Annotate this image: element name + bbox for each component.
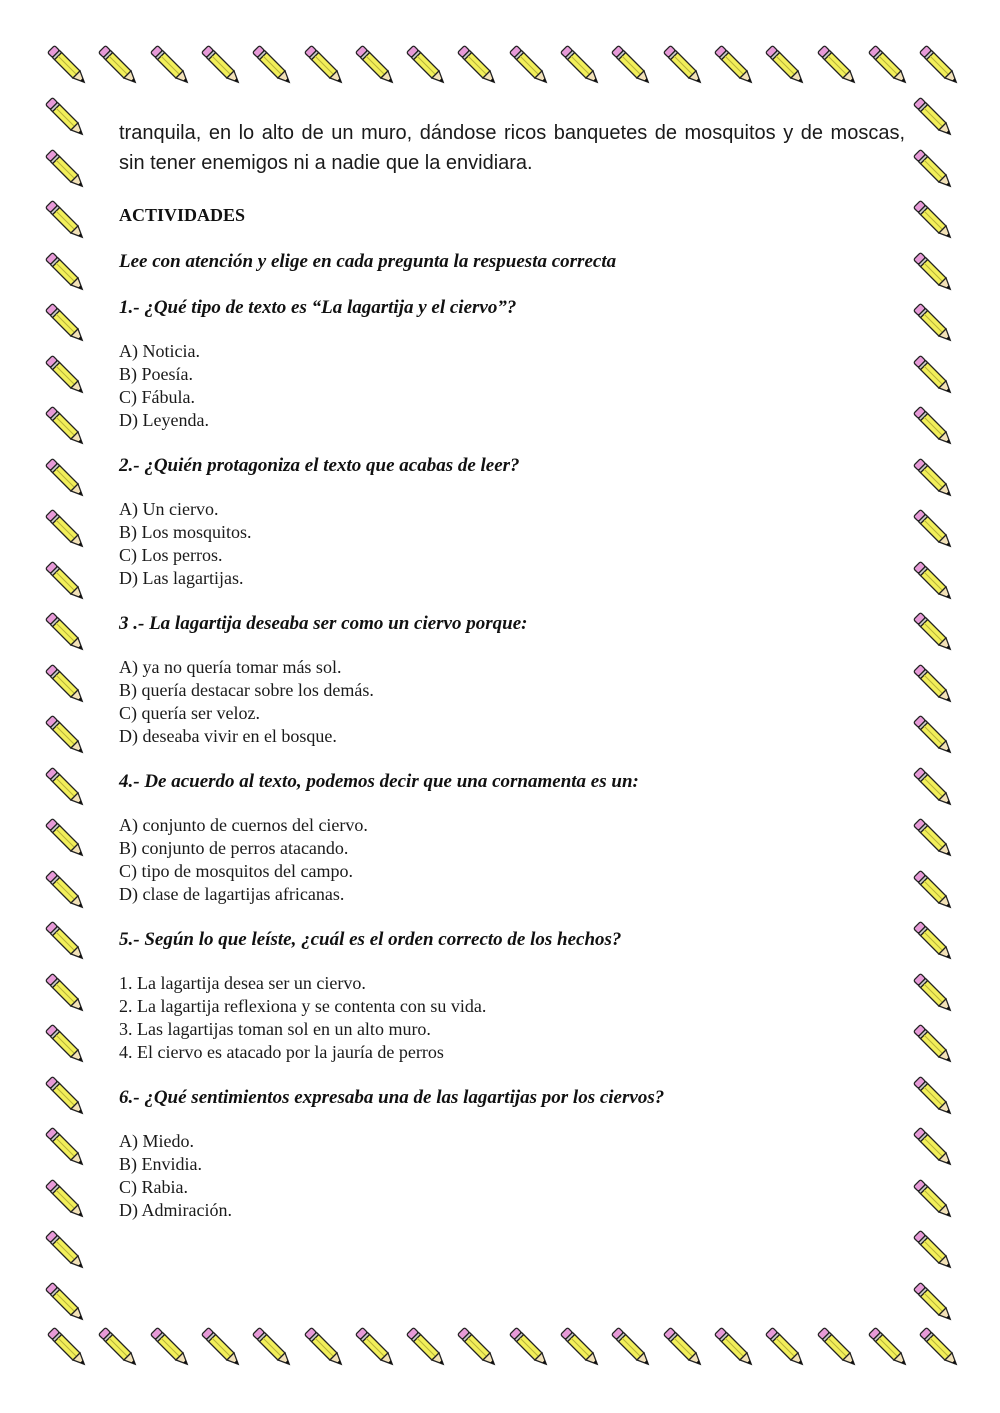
pencil-icon bbox=[908, 401, 960, 453]
answer-option: A) Miedo. bbox=[119, 1131, 194, 1151]
pencil-icon bbox=[40, 813, 92, 865]
pencil-icon bbox=[908, 247, 960, 299]
pencil-icon bbox=[350, 1322, 402, 1374]
section-title: ACTIVIDADES bbox=[119, 205, 246, 225]
pencil-icon bbox=[863, 1322, 915, 1374]
pencil-icon bbox=[555, 1322, 607, 1374]
answer-option: B) quería destacar sobre los demás. bbox=[119, 680, 374, 700]
pencil-icon bbox=[42, 1322, 94, 1374]
pencil-icon bbox=[196, 1322, 248, 1374]
pencil-icon bbox=[658, 1322, 710, 1374]
question-2 bbox=[119, 454, 905, 590]
pencil-icon bbox=[40, 92, 92, 144]
pencil-icon bbox=[709, 40, 761, 92]
pencil-icon bbox=[908, 916, 960, 968]
pencil-icon bbox=[40, 453, 92, 505]
answer-option: B) Poesía. bbox=[119, 364, 193, 384]
answer-option: B) conjunto de perros atacando. bbox=[119, 838, 349, 858]
pencil-icon bbox=[908, 865, 960, 917]
pencil-icon bbox=[145, 1322, 197, 1374]
pencil-icon bbox=[40, 1174, 92, 1226]
question-text: 4.- De acuerdo al texto, podemos decir que una cornamenta es un: bbox=[119, 771, 639, 792]
pencil-icon bbox=[709, 1322, 761, 1374]
answer-option: B) Envidia. bbox=[119, 1154, 202, 1174]
pencil-icon bbox=[908, 144, 960, 196]
pencil-icon bbox=[40, 762, 92, 814]
pencil-icon bbox=[40, 350, 92, 402]
pencil-icon bbox=[40, 401, 92, 453]
answer-option: 1. La lagartija desea ser un ciervo. bbox=[119, 973, 366, 993]
answer-option: C) tipo de mosquitos del campo. bbox=[119, 861, 353, 881]
answer-options bbox=[119, 340, 905, 432]
question-6 bbox=[119, 1086, 905, 1222]
pencil-icon bbox=[504, 40, 556, 92]
pencil-icon bbox=[908, 195, 960, 247]
question-4 bbox=[119, 770, 905, 906]
pencil-icon bbox=[40, 865, 92, 917]
pencil-icon bbox=[555, 40, 607, 92]
pencil-icon bbox=[40, 1071, 92, 1123]
answer-options bbox=[119, 814, 905, 906]
pencil-icon bbox=[40, 556, 92, 608]
pencil-icon bbox=[908, 350, 960, 402]
instruction-text: Lee con atención y elige en cada pregunta la respuesta correcta bbox=[119, 251, 617, 272]
pencil-icon bbox=[908, 1174, 960, 1226]
question-text: 5.- Según lo que leíste, ¿cuál es el orden correcto de los hechos? bbox=[119, 929, 622, 950]
pencil-icon bbox=[40, 968, 92, 1020]
pencil-icon bbox=[93, 1322, 145, 1374]
pencil-icon bbox=[299, 40, 351, 92]
pencil-icon bbox=[40, 1019, 92, 1071]
pencil-icon bbox=[40, 247, 92, 299]
pencil-icon bbox=[658, 40, 710, 92]
pencil-icon bbox=[908, 762, 960, 814]
pencil-icon bbox=[908, 813, 960, 865]
question-text: 3 .- La lagartija deseaba ser como un ciervo porque: bbox=[119, 613, 528, 634]
answer-options bbox=[119, 1130, 905, 1222]
answer-option: D) deseaba vivir en el bosque. bbox=[119, 726, 337, 746]
pencil-icon bbox=[908, 1277, 960, 1329]
question-3 bbox=[119, 612, 905, 748]
answer-option: 2. La lagartija reflexiona y se contenta con su vida. bbox=[119, 996, 487, 1016]
story-excerpt: tranquila, en lo alto de un muro, dándose ricos banquetes de mosquitos y de moscas, sin tener enemigos ni a nadie que la envidiara. bbox=[119, 122, 905, 174]
pencil-icon bbox=[908, 710, 960, 762]
answer-option: A) conjunto de cuernos del ciervo. bbox=[119, 815, 368, 835]
pencil-icon bbox=[908, 504, 960, 556]
pencil-icon bbox=[40, 195, 92, 247]
pencil-icon bbox=[452, 40, 504, 92]
pencil-icon bbox=[914, 40, 966, 92]
question-text: 6.- ¿Qué sentimientos expresaba una de las lagartijas por los ciervos? bbox=[119, 1087, 665, 1108]
pencil-icon bbox=[908, 1019, 960, 1071]
pencil-icon bbox=[504, 1322, 556, 1374]
pencil-icon bbox=[299, 1322, 351, 1374]
answer-option: B) Los mosquitos. bbox=[119, 522, 252, 542]
pencil-icon bbox=[40, 710, 92, 762]
pencil-icon bbox=[606, 40, 658, 92]
pencil-icon bbox=[247, 1322, 299, 1374]
answer-options bbox=[119, 656, 905, 748]
pencil-icon bbox=[908, 659, 960, 711]
answer-option: D) Admiración. bbox=[119, 1200, 232, 1220]
pencil-icon bbox=[908, 968, 960, 1020]
pencil-icon bbox=[401, 40, 453, 92]
answer-option: 3. Las lagartijas toman sol en un alto muro. bbox=[119, 1019, 431, 1039]
answer-option: C) Rabia. bbox=[119, 1177, 188, 1197]
question-5 bbox=[119, 928, 905, 1064]
question-text: 2.- ¿Quién protagoniza el texto que acabas de leer? bbox=[119, 455, 520, 476]
pencil-icon bbox=[760, 40, 812, 92]
pencil-icon bbox=[908, 453, 960, 505]
answer-option: A) ya no quería tomar más sol. bbox=[119, 657, 342, 677]
pencil-icon bbox=[401, 1322, 453, 1374]
pencil-icon bbox=[452, 1322, 504, 1374]
pencil-icon bbox=[196, 40, 248, 92]
answer-option: D) Las lagartijas. bbox=[119, 568, 244, 588]
pencil-icon bbox=[145, 40, 197, 92]
worksheet-content bbox=[119, 118, 905, 1222]
pencil-icon bbox=[908, 556, 960, 608]
pencil-icon bbox=[812, 1322, 864, 1374]
pencil-icon bbox=[40, 1277, 92, 1329]
answer-options bbox=[119, 498, 905, 590]
pencil-icon bbox=[908, 1122, 960, 1174]
answer-option: C) Los perros. bbox=[119, 545, 223, 565]
pencil-icon bbox=[606, 1322, 658, 1374]
pencil-icon bbox=[914, 1322, 966, 1374]
pencil-icon bbox=[908, 298, 960, 350]
pencil-icon bbox=[42, 40, 94, 92]
pencil-icon bbox=[760, 1322, 812, 1374]
pencil-icon bbox=[40, 659, 92, 711]
pencil-icon bbox=[40, 916, 92, 968]
pencil-icon bbox=[863, 40, 915, 92]
pencil-icon bbox=[40, 1122, 92, 1174]
answer-option: C) quería ser veloz. bbox=[119, 703, 260, 723]
pencil-icon bbox=[908, 607, 960, 659]
question-1 bbox=[119, 296, 905, 432]
answer-option: 4. El ciervo es atacado por la jauría de perros bbox=[119, 1042, 444, 1062]
answer-option: C) Fábula. bbox=[119, 387, 195, 407]
pencil-icon bbox=[93, 40, 145, 92]
pencil-icon bbox=[908, 92, 960, 144]
pencil-icon bbox=[908, 1225, 960, 1277]
pencil-icon bbox=[247, 40, 299, 92]
answer-option: A) Un ciervo. bbox=[119, 499, 219, 519]
answer-option: A) Noticia. bbox=[119, 341, 200, 361]
pencil-icon bbox=[40, 1225, 92, 1277]
pencil-icon bbox=[350, 40, 402, 92]
pencil-icon bbox=[908, 1071, 960, 1123]
pencil-icon bbox=[40, 504, 92, 556]
answer-options bbox=[119, 972, 905, 1064]
answer-option: D) clase de lagartijas africanas. bbox=[119, 884, 345, 904]
pencil-icon bbox=[812, 40, 864, 92]
answer-option: D) Leyenda. bbox=[119, 410, 209, 430]
pencil-icon bbox=[40, 144, 92, 196]
pencil-icon bbox=[40, 607, 92, 659]
pencil-icon bbox=[40, 298, 92, 350]
question-text: 1.- ¿Qué tipo de texto es “La lagartija y el ciervo”? bbox=[119, 297, 517, 318]
